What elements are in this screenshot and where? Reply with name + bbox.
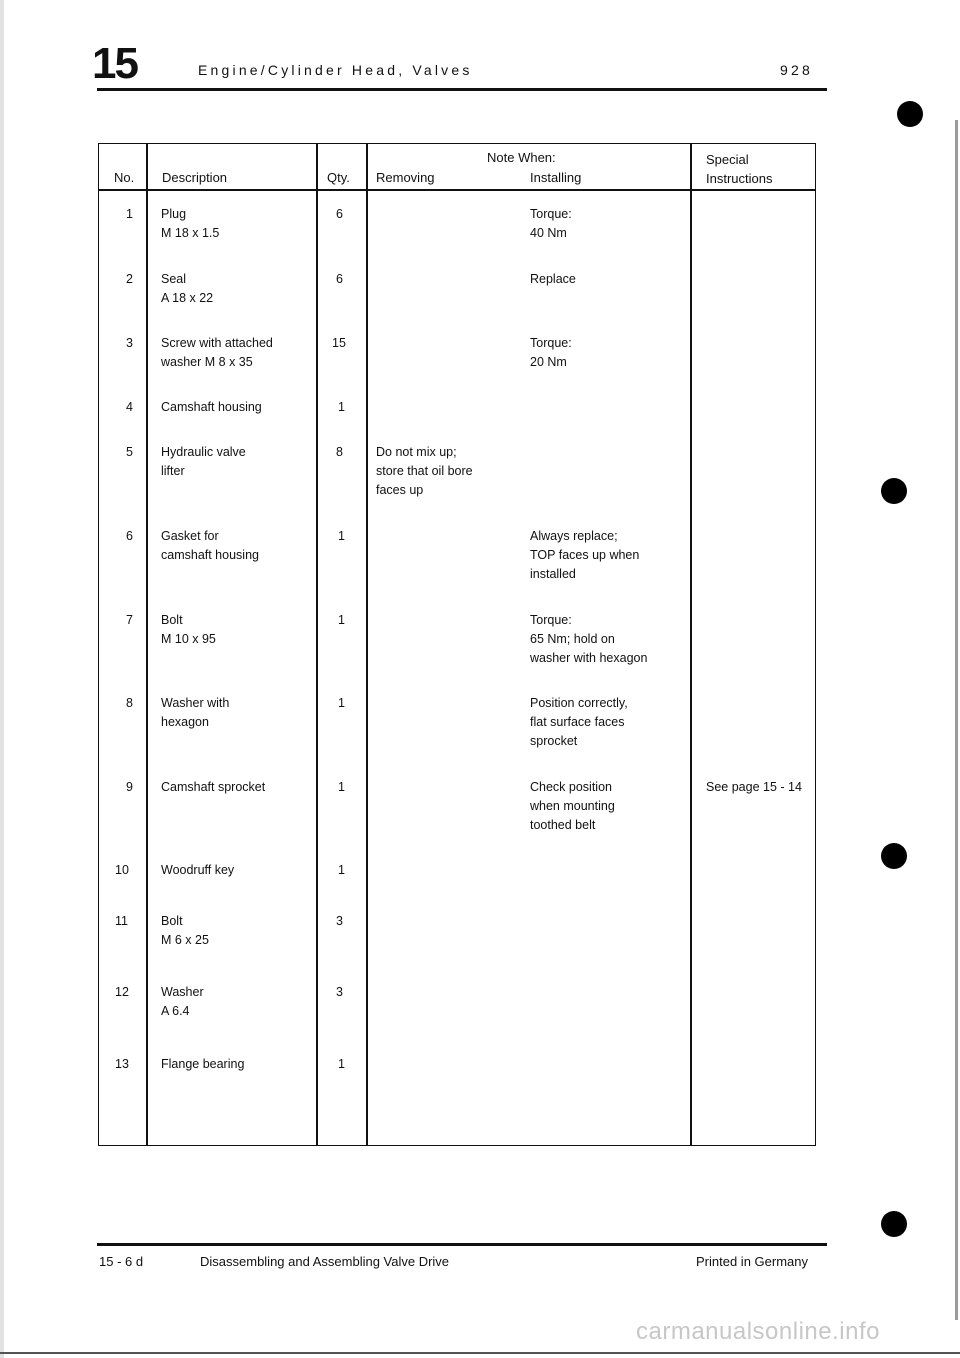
row-2-description: Seal A 18 x 22 (161, 272, 214, 305)
model-number: 928 (780, 62, 813, 78)
row-4-qty: 1 (338, 400, 345, 414)
row-6-no: 6 (126, 529, 133, 543)
chapter-title: Disassembling and Assembling Valve Drive (200, 1254, 450, 1269)
row-11-qty: 3 (336, 914, 343, 928)
row-1-qty: 6 (336, 207, 343, 221)
row-8-qty: 1 (338, 696, 345, 710)
scan-bottom-edge (0, 1352, 960, 1354)
row-7-qty: 1 (338, 613, 345, 627)
row-2-no: 2 (126, 272, 133, 286)
row-5-no: 5 (126, 445, 133, 459)
column-divider (366, 143, 368, 1146)
printed-in: Printed in Germany (696, 1254, 808, 1269)
section-number: 15 (92, 39, 137, 88)
row-10-no: 10 (115, 863, 129, 877)
row-5-qty: 8 (336, 445, 343, 459)
row-13-qty: 1 (338, 1057, 345, 1071)
row-3-description: Screw with attached washer M 8 x 35 (161, 336, 273, 369)
row-13-no: 13 (115, 1057, 129, 1071)
row-8-description: Washer with hexagon (161, 696, 230, 729)
column-header-qty: Qty. (327, 170, 350, 185)
row-6-qty: 1 (338, 529, 345, 543)
column-header-note-when: Note When: (487, 150, 556, 165)
row-8-installing: Position correctly, flat surface faces sprocket (530, 696, 628, 748)
column-divider (316, 143, 318, 1146)
row-9-description: Camshaft sprocket (161, 780, 266, 794)
punch-hole-icon (881, 843, 907, 869)
row-12-no: 12 (115, 985, 129, 999)
row-4-no: 4 (126, 400, 133, 414)
scan-right-edge (955, 120, 958, 1320)
page-title: Engine/Cylinder Head, Valves (198, 62, 473, 78)
column-header-installing: Installing (530, 170, 582, 185)
page-number: 15 - 6 d (99, 1254, 144, 1269)
column-header-no: No. (114, 170, 135, 185)
punch-hole-icon (881, 478, 907, 504)
row-7-description: Bolt M 10 x 95 (161, 613, 216, 646)
row-12-qty: 3 (336, 985, 343, 999)
row-10-description: Woodruff key (161, 863, 235, 877)
punch-hole-icon (897, 101, 923, 127)
row-5-description: Hydraulic valve lifter (161, 445, 246, 478)
punch-hole-icon (881, 1211, 907, 1237)
column-header-special: Special Instructions (706, 152, 773, 186)
row-11-no: 11 (115, 914, 128, 928)
header-rule (97, 88, 827, 91)
row-9-qty: 1 (338, 780, 345, 794)
column-divider (146, 143, 148, 1146)
row-2-installing: Replace (530, 272, 576, 286)
row-4-description: Camshaft housing (161, 400, 262, 414)
column-divider (690, 143, 692, 1146)
row-2-qty: 6 (336, 272, 343, 286)
row-6-description: Gasket for camshaft housing (161, 529, 259, 562)
row-1-installing: Torque: 40 Nm (530, 207, 572, 240)
row-10-qty: 1 (338, 863, 345, 877)
header-divider (98, 189, 816, 191)
row-11-description: Bolt M 6 x 25 (161, 914, 209, 947)
row-9-no: 9 (126, 780, 133, 794)
row-3-qty: 15 (332, 336, 346, 350)
row-3-no: 3 (126, 336, 133, 350)
row-9-installing: Check position when mounting toothed belt (530, 780, 615, 832)
row-3-installing: Torque: 20 Nm (530, 336, 572, 369)
column-header-removing: Removing (376, 170, 435, 185)
row-8-no: 8 (126, 696, 133, 710)
row-9-special: See page 15 - 14 (706, 780, 802, 794)
row-7-no: 7 (126, 613, 133, 627)
row-5-removing: Do not mix up; store that oil bore faces up (376, 445, 473, 497)
row-7-installing: Torque: 65 Nm; hold on washer with hexagon (530, 613, 648, 665)
watermark: carmanualsonline.info (636, 1318, 880, 1345)
scan-left-edge (0, 0, 4, 1358)
row-1-description: Plug M 18 x 1.5 (161, 207, 220, 240)
row-1-no: 1 (126, 207, 133, 221)
column-header-description: Description (162, 170, 228, 185)
row-13-description: Flange bearing (161, 1057, 245, 1071)
row-6-installing: Always replace; TOP faces up when installed (530, 529, 640, 581)
footer-rule (97, 1243, 827, 1246)
row-12-description: Washer A 6.4 (161, 985, 204, 1018)
